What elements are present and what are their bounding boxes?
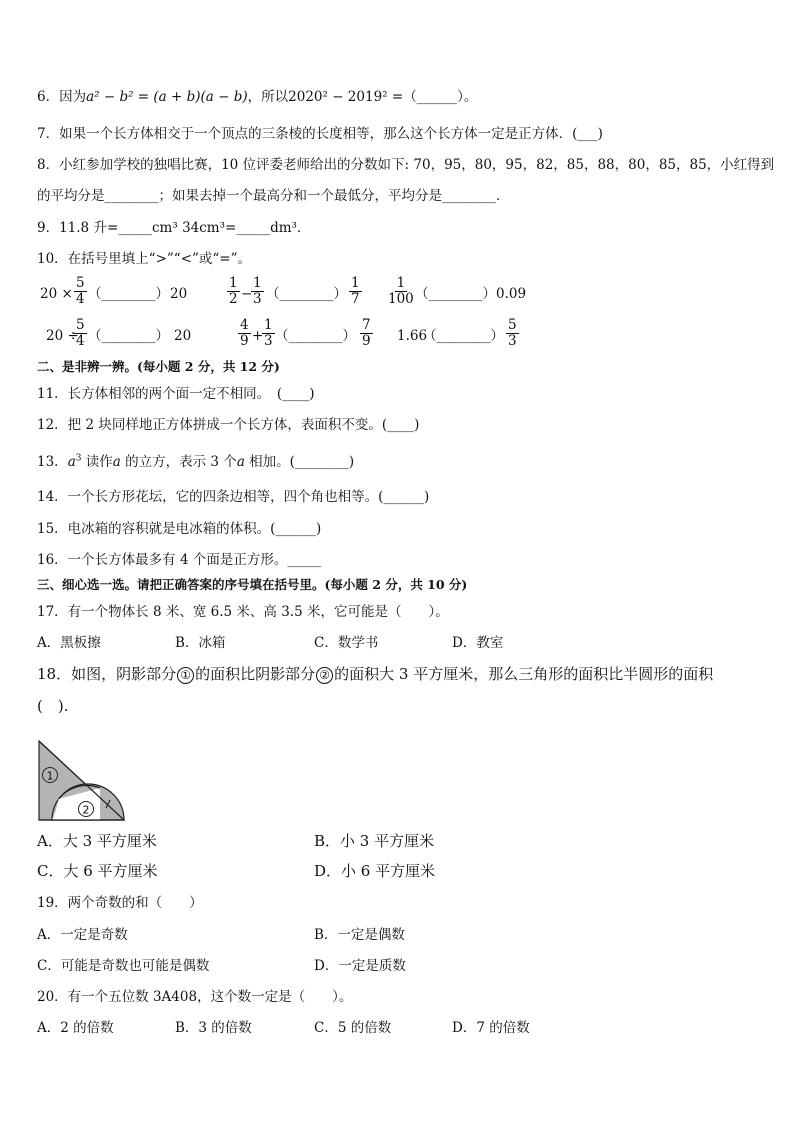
option-a[interactable]: A．一定是奇数 [37, 927, 128, 943]
question-8-line2: 的平均分是________；如果去掉一个最高分和一个最低分，平均分是________． [37, 188, 510, 204]
option-b[interactable]: B．一定是偶数 [314, 927, 405, 943]
fraction: $\frac{5}{4}$ [76, 317, 85, 349]
question-16: 16．一个长方体最多有 4 个面是正方形。_____ [37, 552, 322, 568]
question-20: 20．有一个五位数 3A408，这个数一定是（ ）。 [37, 989, 353, 1005]
q6-formula: a² − b² = (a + b)(a − b) [86, 89, 248, 105]
option-a[interactable]: A．黑板擦 [37, 635, 101, 651]
option-b[interactable]: B．冰箱 [175, 635, 226, 651]
question-15: 15．电冰箱的容积就是电冰箱的体积。(______) [37, 521, 322, 537]
fraction: $\frac{1}{7}$ [351, 275, 360, 307]
q6-answer-blank[interactable]: （______）。 [403, 89, 478, 105]
fraction: $\frac{5}{4}$ [76, 275, 85, 307]
question-19: 19．两个奇数的和（ ） [37, 895, 203, 911]
option-c[interactable]: C．可能是奇数也可能是偶数 [37, 958, 210, 974]
question-7: 7．如果一个长方体相交于一个顶点的三条棱的长度相等，那么这个长方体一定是正方体．(___) [37, 126, 603, 142]
question-13: 13．$a^3$ 读作a 的立方，表示 3 个a 相加。(________) [37, 453, 355, 470]
fraction: $\frac{1}{100}$ [388, 275, 414, 307]
fraction: $\frac{5}{3}$ [508, 317, 517, 349]
option-b[interactable]: B．小 3 平方厘米 [314, 832, 435, 850]
fraction: $\frac{7}{9}$ [362, 317, 371, 349]
fraction: $\frac{1}{2}$ [229, 275, 238, 307]
label-1: 1 [46, 769, 54, 783]
label-2: 2 [82, 803, 90, 817]
compare-blank[interactable]: （________） [88, 328, 169, 344]
question-6: 6．因为a² − b² = (a + b)(a − b)，所以2020² − 2019² =（______）。 [37, 89, 478, 105]
option-d[interactable]: D．7 的倍数 [452, 1020, 530, 1036]
option-d[interactable]: D．一定是质数 [314, 958, 406, 974]
question-18: 18．如图，阴影部分 ① 的面积比阴影部分 ② 的面积大 3 平方厘米，那么三角形的面积比半圆形的面积 [37, 665, 714, 683]
triangle-semicircle-figure [36, 738, 128, 824]
compare-blank[interactable]: （________） [423, 328, 504, 344]
question-8-line1: 8．小红参加学校的独唱比赛，10 位评委老师给出的分数如下: 70，95，80，95，82，85，88，80，85，85，小红得到 [37, 157, 775, 173]
question-17: 17．有一个物体长 8 米、宽 6.5 米、高 3.5 米，它可能是（ ）。 [37, 604, 449, 620]
compare-blank[interactable]: （________） [88, 286, 169, 302]
question-10: 10．在括号里填上“>”“<”或“=”。 [37, 251, 252, 267]
option-a[interactable]: A．2 的倍数 [37, 1020, 114, 1036]
option-d[interactable]: D．教室 [452, 635, 504, 651]
option-c[interactable]: C．大 6 平方厘米 [37, 862, 158, 880]
compare-blank[interactable]: （________） [415, 286, 496, 302]
option-c[interactable]: C．5 的倍数 [314, 1020, 392, 1036]
section-2-heading: 二、是非辨一辨。(每小题 2 分，共 12 分) [37, 359, 280, 374]
option-b[interactable]: B．3 的倍数 [175, 1020, 252, 1036]
fraction: $\frac{1}{3}$ [264, 317, 273, 349]
section-3-heading: 三、细心选一选。请把正确答案的序号填在括号里。(每小题 2 分，共 10 分) [37, 577, 468, 592]
question-14: 14．一个长方形花坛，它的四条边相等，四个角也相等。(______) [37, 489, 430, 505]
circled-1: ① [177, 667, 194, 684]
compare-blank[interactable]: （________） [266, 286, 347, 302]
q6-formula2: 2020² − 2019² = [288, 89, 404, 105]
question-9: 9．11.8 升=_____cm³ 34cm³=_____dm³． [37, 220, 311, 236]
compare-blank[interactable]: （________） [275, 328, 356, 344]
circled-2: ② [316, 667, 333, 684]
option-d[interactable]: D．小 6 平方厘米 [314, 862, 436, 880]
option-a[interactable]: A．大 3 平方厘米 [37, 832, 157, 850]
question-11: 11．长方体相邻的两个面一定不相同。 (____) [37, 386, 315, 402]
question-12: 12．把 2 块同样地正方体拼成一个长方体，表面积不变。(____) [37, 417, 420, 433]
question-18-line2: ( ). [37, 697, 69, 715]
option-c[interactable]: C．数学书 [314, 635, 379, 651]
fraction: $\frac{4}{9}$ [240, 317, 249, 349]
fraction: $\frac{1}{3}$ [253, 275, 262, 307]
